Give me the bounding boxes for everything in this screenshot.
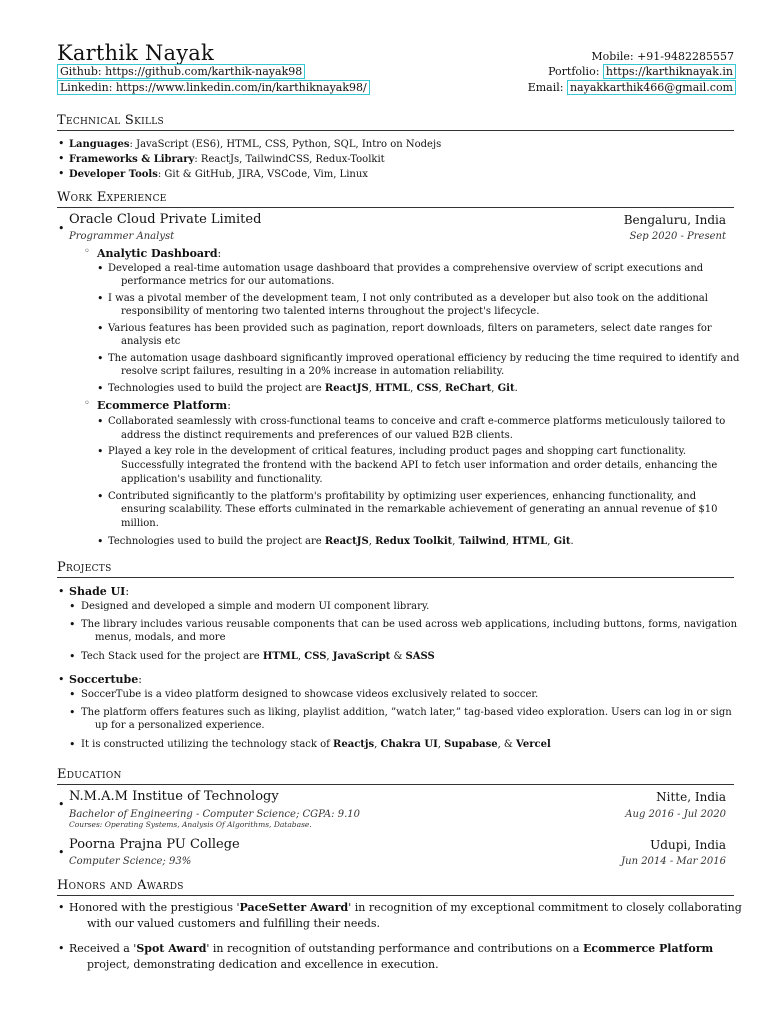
work-item: Played a key role in the development of critical features, including product pages and shopping cart functionality. bbox=[108, 446, 687, 457]
github-link[interactable]: Github: https://github.com/karthik-nayak98 bbox=[57, 64, 305, 79]
bullet: • bbox=[58, 222, 65, 235]
project-analytic-dashboard-title: Analytic Dashboard: bbox=[97, 247, 222, 260]
resume-page: Karthik Nayak Github: https://github.com/karthik-nayak98 Linkedin: https://www.linkedin.com/in/karthiknayak98/ Mobile: +91-9482285557 Portfolio: https://karthiknayak.in Email: nayakkarthik466@gmail.com Technical Skills • Languages: JavaScript (ES6), HTML, CSS, Python, SQL, Intro on Nodejs • Frameworks & Library: ReactJs, TailwindCSS, Redux-Toolkit • Developer Tools: Git & GitHub, JIRA, VSCode, Vim, Linux Work Experience • Oracle Cloud Private Limited Bengaluru, India Programmer Analyst Sep 2020 - Present ◦ Analytic Dashboard: • Developed a real-time automation usage dashboard that provides a comprehensive overview of script executions and performance metrics for our automations. • I was a pivotal member of the development team, I not only contributed as a developer but also took on the additional responsibility of mentoring two talented interns throughout the project's lifecycle. • Various features has been provided such as pagination, report downloads, filters on parameters, select date ranges for analysis etc • The automation usage dashboard significantly improved operational efficiency by reducing the time required to identify and resolve script failures, resulting in a 20% increase in automation reliability. • Technologies used to build the project are ReactJS, HTML, CSS, ReChart, Git. ◦ Ecommerce Platform: • Collaborated seamlessly with cross-functional teams to conceive and craft e-commerce platforms meticulously tailored to address the distinct requirements and preferences of our valued B2B clients. • Played a key role in the development of critical features, including product pages and shopping cart functionality. Successfully integrated the frontend with the backend API to fetch user information and order details, enhancing the application's usability and functionality. • Contributed significantly to the platform's profitability by optimizing user experiences, enhancing functionality, and ensuring scalability. These efforts culminated in the remarkable achievement of generating an annual revenue of $10 million. • Technologies used to build the project are ReactJS, Redux Toolkit, Tailwind, HTML, Git. Projects • Shade UI: • Designed and developed a simple and modern UI component library. • The library includes various reusable components that can be used across web applications, including buttons, forms, navigation menus, modals, and more • Tech Stack used for the project are HTML, CSS, JavaScript & SASS • Soccertube: • SoccerTube is a video platform designed to showcase videos exclusively related to soccer. • The platform offers features such as liking, playlist addition, ”watch later,” tag-based video exploration. Users can log in or sign up for a personalized experience. • It is constructed utilizing the technology stack of Reactjs, Chakra UI, Supabase, & Vercel Education • N.M.A.M Institue of Technology Nitte, India Bachelor of Engineering - Computer Science; CGPA: 9.10 Aug 2016 - Jul 2020 Courses: Operating Systems, Analysis Of Algorithms, Database. • Poorna Prajna PU College Udupi, India Computer Science; 93% Jun 2014 - Mar 2016 Honors and Awards • Honored with the prestigious 'PaceSetter Award' in recognition of my exceptional commitment to closely collaborating with our valued customers and fulfilling their needs. • Received a 'Spot Award' in recognition of outstanding performance and contributions on a Ecommerce Platform project, demonstrating dedication and excellence in execution. bbox=[57, 41, 742, 971]
portfolio-link[interactable]: https://karthiknayak.in bbox=[603, 64, 736, 79]
work-item-cont: performance metrics for our automations. bbox=[121, 276, 335, 287]
project-soccertube-title: Soccertube: bbox=[69, 673, 142, 686]
circle-bullet: ◦ bbox=[84, 246, 90, 257]
work-item: Collaborated seamlessly with cross-functional teams to conceive and craft e-commerce platforms meticulously tailored to bbox=[108, 416, 726, 427]
skill-languages: Languages: JavaScript (ES6), HTML, CSS, Python, SQL, Intro on Nodejs bbox=[69, 139, 442, 150]
school-dates: Aug 2016 - Jul 2020 bbox=[625, 809, 726, 820]
school-location: Udupi, India bbox=[650, 838, 726, 852]
work-item: I was a pivotal member of the development team, I not only contributed as a developer but also took on the additional bbox=[108, 293, 708, 304]
work-item: Developed a real-time automation usage dashboard that provides a comprehensive overview of script executions and bbox=[108, 263, 704, 274]
job-dates: Sep 2020 - Present bbox=[629, 231, 726, 242]
skill-tools: Developer Tools: Git & GitHub, JIRA, VSCode, Vim, Linux bbox=[69, 169, 368, 180]
work-item: Contributed significantly to the platform's profitability by optimizing user experiences, enhancing functionality, and bbox=[108, 491, 697, 502]
project-item: SoccerTube is a video platform designed to showcase videos exclusively related to soccer. bbox=[81, 689, 539, 700]
email-link[interactable]: nayakkarthik466@gmail.com bbox=[567, 80, 736, 95]
project-item-tech: Tech Stack used for the project are HTML, CSS, JavaScript & SASS bbox=[81, 651, 435, 662]
school-name: N.M.A.M Institue of Technology bbox=[69, 789, 279, 804]
work-item-tech: Technologies used to build the project are ReactJS, Redux Toolkit, Tailwind, HTML, Git. bbox=[108, 536, 574, 547]
company-location: Bengaluru, India bbox=[623, 213, 726, 227]
project-item-cont: menus, modals, and more bbox=[95, 632, 226, 643]
work-item-cont: resolve script failures, resulting in a 20% increase in automation reliability. bbox=[121, 366, 505, 377]
school-location: Nitte, India bbox=[656, 790, 726, 804]
project-item: The library includes various reusable components that can be used across web applications, including buttons, forms, navigation bbox=[81, 619, 738, 630]
courses: Courses: Operating Systems, Analysis Of Algorithms, Database. bbox=[69, 820, 312, 829]
work-item: The automation usage dashboard significantly improved operational efficiency by reducing the time required to identify and bbox=[108, 353, 740, 364]
school-dates: Jun 2014 - Mar 2016 bbox=[621, 856, 726, 867]
award-item-cont: with our valued customers and fulfilling their needs. bbox=[87, 917, 381, 930]
section-projects: Projects bbox=[57, 560, 734, 578]
circle-bullet: ◦ bbox=[84, 398, 90, 409]
award-item: Received a 'Spot Award' in recognition of outstanding performance and contributions on a Ecommerce Platform bbox=[69, 942, 714, 955]
work-item-cont: responsibility of mentoring two talented interns throughout the project's lifecycle. bbox=[121, 306, 540, 317]
work-item-cont: address the distinct requirements and preferences of our valued B2B clients. bbox=[121, 430, 513, 441]
school-name: Poorna Prajna PU College bbox=[69, 837, 240, 852]
company-name: Oracle Cloud Private Limited bbox=[69, 212, 262, 227]
work-item-cont: million. bbox=[121, 518, 159, 529]
section-work-experience: Work Experience bbox=[57, 190, 734, 208]
work-item-cont: ensuring scalability. These efforts culminated in the remarkable achievement of generating an annual revenue of $10 bbox=[121, 504, 718, 515]
award-item-cont: project, demonstrating dedication and excellence in execution. bbox=[87, 958, 439, 971]
job-role: Programmer Analyst bbox=[69, 231, 175, 242]
project-item-cont: up for a personalized experience. bbox=[95, 720, 265, 731]
work-item: Various features has been provided such as pagination, report downloads, filters on parameters, select date ranges for bbox=[108, 323, 712, 334]
bullet: • bbox=[58, 137, 65, 150]
bullet: • bbox=[58, 167, 65, 180]
project-item: The platform offers features such as liking, playlist addition, ”watch later,” tag-based video exploration. Users can log in or sign bbox=[81, 707, 732, 718]
linkedin-link[interactable]: Linkedin: https://www.linkedin.com/in/karthiknayak98/ bbox=[57, 80, 370, 95]
section-technical-skills: Technical Skills bbox=[57, 113, 734, 131]
bullet: • bbox=[58, 152, 65, 165]
section-honors-awards: Honors and Awards bbox=[57, 878, 734, 896]
degree: Computer Science; 93% bbox=[69, 856, 192, 867]
work-item-cont: analysis etc bbox=[121, 336, 181, 347]
section-education: Education bbox=[57, 767, 734, 785]
award-item: Honored with the prestigious 'PaceSetter Award' in recognition of my exceptional commitment to closely collaborating bbox=[69, 901, 742, 914]
work-item-tech: Technologies used to build the project are ReactJS, HTML, CSS, ReChart, Git. bbox=[108, 383, 518, 394]
project-item-tech: It is constructed utilizing the technology stack of Reactjs, Chakra UI, Supabase, & Vercel bbox=[81, 739, 551, 750]
work-item-cont: application's usability and functionality. bbox=[121, 474, 323, 485]
portfolio-label: Portfolio: bbox=[548, 65, 600, 78]
mobile-number: Mobile: +91-9482285557 bbox=[591, 50, 734, 63]
project-item: Designed and developed a simple and modern UI component library. bbox=[81, 601, 430, 612]
email-label: Email: bbox=[527, 81, 564, 94]
skill-frameworks: Frameworks & Library: ReactJs, TailwindCSS, Redux-Toolkit bbox=[69, 154, 385, 165]
work-item-cont: Successfully integrated the frontend with the backend API to fetch user information and order details, enhancing the bbox=[121, 460, 718, 471]
project-shade-ui-title: Shade UI: bbox=[69, 585, 130, 598]
candidate-name: Karthik Nayak bbox=[57, 41, 214, 65]
degree: Bachelor of Engineering - Computer Science; CGPA: 9.10 bbox=[69, 809, 360, 820]
project-ecommerce-title: Ecommerce Platform: bbox=[97, 399, 231, 412]
